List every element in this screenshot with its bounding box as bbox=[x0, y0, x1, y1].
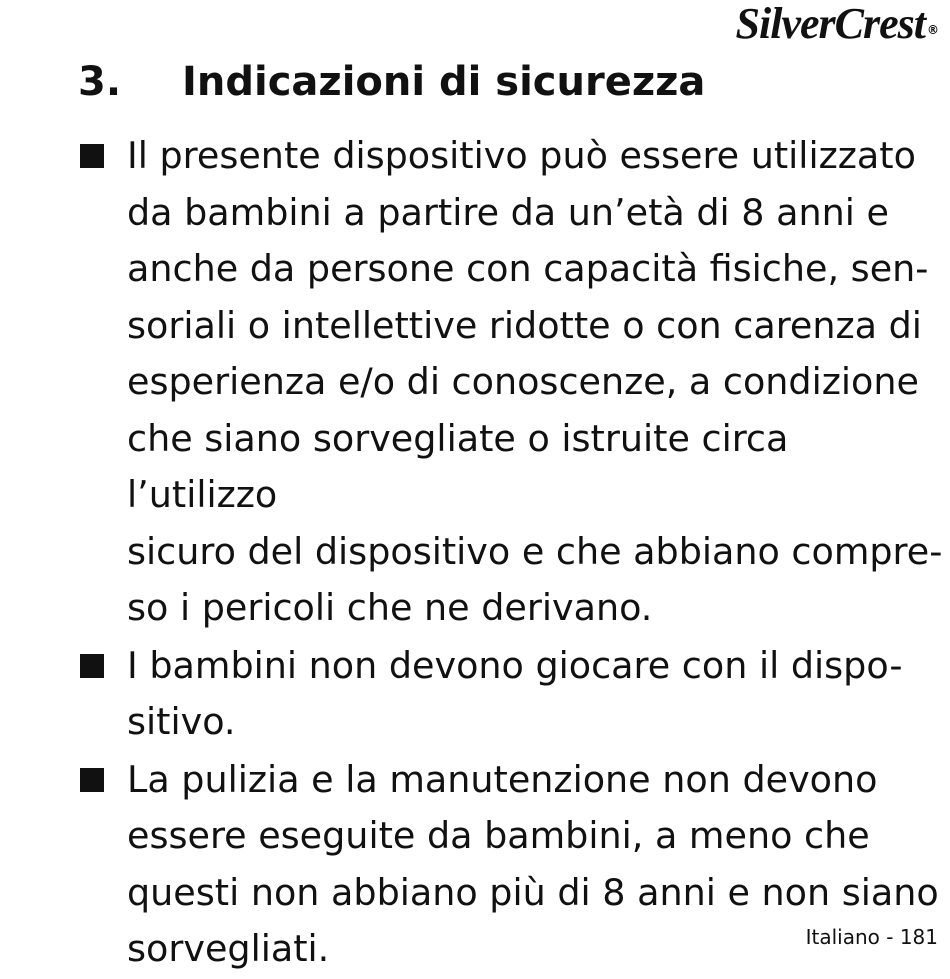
item-line: questi non abbiano più di 8 anni e non siano bbox=[127, 870, 939, 914]
registered-mark: ® bbox=[927, 23, 938, 37]
item-line: soriali o intellettive ridotte o con carenza di bbox=[127, 303, 922, 347]
brand-logo bbox=[736, 2, 938, 46]
item-line: La pulizia e la manutenzione non devono bbox=[127, 757, 878, 801]
item-line: essere eseguite da bambini, a meno che bbox=[127, 814, 870, 857]
page-footer: Italiano - 181 bbox=[805, 925, 938, 949]
item-line: so i pericoli che ne derivano. bbox=[127, 586, 653, 629]
brand-name: SilverCrest bbox=[735, 0, 925, 48]
square-bullet-icon bbox=[80, 654, 104, 678]
item-line: da bambini a partire da un’età di 8 anni e bbox=[127, 190, 889, 234]
section-number: 3. bbox=[78, 59, 122, 105]
safety-item-no-play bbox=[0, 638, 950, 751]
item-line: che siano sorvegliate o istruite circa l’utilizzo bbox=[127, 416, 789, 516]
item-line: sorvegliati. bbox=[127, 927, 330, 970]
safety-list bbox=[0, 128, 950, 979]
item-line: sicuro del dispositivo e che abbiano compre- bbox=[127, 529, 943, 573]
section-heading bbox=[78, 58, 705, 106]
safety-item-children-use bbox=[0, 128, 950, 637]
item-line: sitivo. bbox=[127, 700, 236, 743]
item-line: Il presente dispositivo può essere utilizzato bbox=[127, 134, 916, 177]
square-bullet-icon bbox=[80, 144, 104, 168]
section-title: Indicazioni di sicurezza bbox=[182, 59, 706, 105]
item-line: I bambini non devono giocare con il dispo- bbox=[127, 643, 903, 687]
item-line: anche da persone con capacità fisiche, sen- bbox=[127, 247, 929, 290]
square-bullet-icon bbox=[80, 768, 104, 792]
item-line: esperienza e/o di conoscenze, a condizione bbox=[127, 360, 919, 403]
